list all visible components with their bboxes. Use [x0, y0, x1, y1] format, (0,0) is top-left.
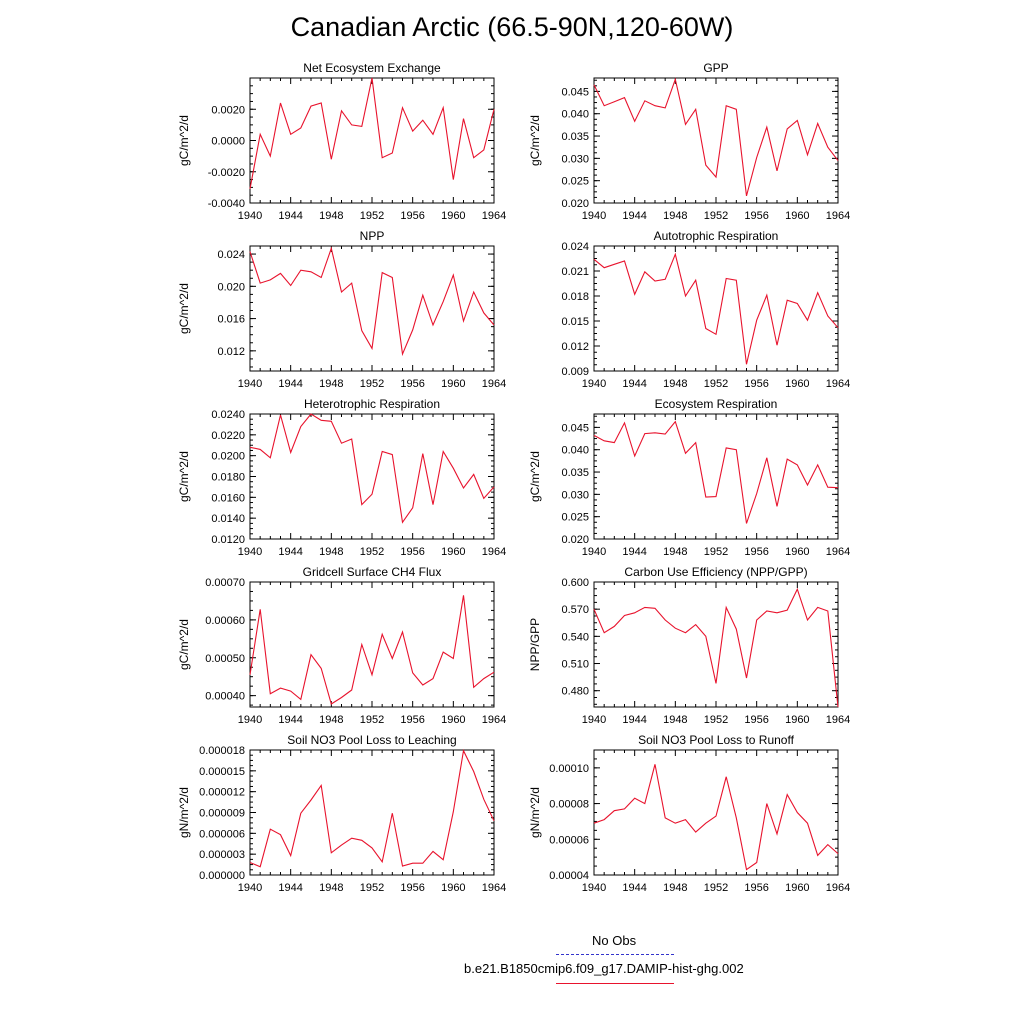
x-tick-label: 1944	[622, 882, 647, 894]
x-tick-label: 1960	[441, 378, 466, 390]
y-tick-label: 0.000006	[199, 828, 245, 841]
y-axis-label: gC/m^2/d	[528, 115, 542, 166]
y-tick-label: 0.000000	[199, 870, 245, 882]
x-tick-label: 1940	[581, 546, 607, 558]
y-tick-label: 0.024	[561, 241, 589, 253]
panel-autotrophic-respiration	[561, 229, 850, 390]
x-tick-label: 1952	[359, 378, 385, 390]
panel-title: Heterotrophic Respiration	[303, 397, 441, 411]
y-tick-label: 0.0000	[211, 135, 245, 148]
x-tick-label: 1960	[785, 714, 810, 726]
x-tick-label: 1948	[319, 378, 344, 390]
x-tick-label: 1964	[825, 882, 851, 894]
y-tick-label: 0.0020	[211, 104, 245, 117]
y-tick-label: 0.035	[561, 131, 589, 144]
y-tick-label: 0.020	[217, 281, 245, 294]
panel-npp	[177, 229, 506, 390]
y-axis-label: gN/m^2/d	[528, 787, 542, 838]
panel-carbon-use-efficiency-npp-gpp	[528, 565, 850, 726]
x-tick-label: 1956	[744, 882, 769, 894]
panel-heterotrophic-respiration	[177, 397, 506, 558]
x-tick-label: 1944	[278, 882, 303, 894]
y-tick-label: 0.0160	[211, 492, 245, 505]
x-tick-label: 1940	[581, 378, 607, 390]
y-tick-label: 0.000003	[199, 849, 245, 862]
series-line	[250, 78, 494, 189]
x-tick-label: 1944	[278, 210, 303, 222]
y-axis-label: gC/m^2/d	[177, 619, 191, 670]
y-tick-label: 0.045	[561, 86, 589, 99]
x-tick-label: 1956	[744, 714, 769, 726]
series-line	[250, 595, 494, 704]
y-tick-label: 0.600	[561, 577, 589, 589]
panel-title: Autotrophic Respiration	[653, 229, 779, 243]
x-tick-label: 1952	[703, 546, 729, 558]
panel-gpp	[528, 61, 850, 222]
y-tick-label: -0.0020	[207, 166, 245, 179]
y-tick-label: 0.021	[561, 266, 589, 278]
series-line	[250, 248, 494, 354]
x-tick-label: 1948	[663, 210, 688, 222]
panel-title: Soil NO3 Pool Loss to Runoff	[638, 733, 794, 747]
plot-frame	[594, 414, 838, 539]
x-tick-label: 1948	[319, 882, 344, 894]
y-tick-label: 0.00050	[205, 652, 245, 665]
y-tick-label: 0.0220	[211, 429, 245, 442]
x-tick-label: 1940	[581, 714, 607, 726]
x-tick-label: 1940	[581, 882, 607, 894]
panel-title: Ecosystem Respiration	[654, 397, 778, 411]
x-tick-label: 1964	[825, 546, 851, 558]
x-tick-label: 1944	[622, 714, 647, 726]
x-tick-label: 1960	[785, 210, 810, 222]
x-tick-label: 1956	[400, 546, 425, 558]
y-tick-label: 0.035	[561, 467, 589, 480]
y-tick-label: 0.00040	[205, 690, 245, 703]
plot-frame	[594, 246, 838, 371]
x-tick-label: 1944	[622, 546, 647, 558]
plot-frame	[594, 750, 838, 875]
y-tick-label: 0.00010	[549, 762, 589, 775]
x-tick-label: 1964	[825, 210, 851, 222]
x-tick-label: 1964	[481, 378, 507, 390]
y-tick-label: 0.025	[561, 175, 589, 188]
series-line	[250, 414, 494, 522]
legend-label-model-run: b.e21.B1850cmip6.f09_g17.DAMIP-hist-ghg.002	[464, 961, 744, 976]
x-tick-label: 1960	[785, 378, 810, 390]
x-tick-label: 1956	[400, 714, 425, 726]
x-tick-label: 1964	[825, 378, 851, 390]
x-tick-label: 1940	[237, 882, 263, 894]
y-tick-label: 0.018	[561, 291, 589, 303]
y-tick-label: 0.025	[561, 511, 589, 524]
y-tick-label: 0.480	[561, 685, 589, 698]
plot-frame	[250, 750, 494, 875]
panel-ecosystem-respiration	[528, 397, 850, 558]
x-tick-label: 1952	[359, 546, 385, 558]
y-tick-label: 0.00060	[205, 614, 245, 627]
panel-gridcell-surface-ch4-flux	[177, 565, 506, 726]
x-tick-label: 1960	[441, 882, 466, 894]
y-tick-label: 0.015	[561, 316, 589, 328]
panel-title: Net Ecosystem Exchange	[303, 61, 441, 75]
x-tick-label: 1940	[581, 210, 607, 222]
y-tick-label: 0.0180	[211, 471, 245, 484]
y-tick-label: 0.0140	[211, 513, 245, 526]
y-tick-label: 0.040	[561, 444, 589, 457]
series-line	[594, 254, 838, 364]
x-tick-label: 1964	[481, 882, 507, 894]
panel-title: Carbon Use Efficiency (NPP/GPP)	[624, 565, 808, 579]
x-tick-label: 1952	[703, 882, 729, 894]
page-title: Canadian Arctic (66.5-90N,120-60W)	[290, 12, 734, 42]
plot-frame	[250, 582, 494, 707]
x-tick-label: 1956	[744, 378, 769, 390]
y-tick-label: 0.570	[561, 604, 589, 617]
y-tick-label: 0.000009	[199, 807, 245, 820]
y-tick-label: 0.000015	[199, 765, 245, 778]
x-tick-label: 1952	[359, 882, 385, 894]
x-tick-label: 1956	[400, 882, 425, 894]
x-tick-label: 1960	[441, 210, 466, 222]
y-tick-label: 0.024	[217, 249, 245, 262]
x-tick-label: 1940	[237, 546, 263, 558]
series-line	[250, 751, 494, 867]
y-axis-label: NPP/GPP	[528, 617, 542, 672]
x-tick-label: 1956	[744, 546, 769, 558]
y-axis-label: gC/m^2/d	[177, 115, 191, 166]
plot-frame	[250, 78, 494, 203]
panel-title: Gridcell Surface CH4 Flux	[302, 565, 442, 579]
x-tick-label: 1960	[785, 546, 810, 558]
x-tick-label: 1944	[278, 714, 303, 726]
x-tick-label: 1940	[237, 378, 263, 390]
y-tick-label: 0.510	[561, 658, 589, 671]
y-axis-label: gC/m^2/d	[177, 451, 191, 502]
y-axis-label: gN/m^2/d	[177, 787, 191, 838]
x-tick-label: 1944	[622, 210, 647, 222]
series-line	[594, 79, 838, 196]
series-line	[594, 764, 838, 869]
y-tick-label: 0.000018	[199, 745, 245, 757]
x-tick-label: 1940	[237, 714, 263, 726]
y-tick-label: 0.020	[561, 198, 589, 210]
x-tick-label: 1956	[744, 210, 769, 222]
x-tick-label: 1948	[319, 210, 344, 222]
y-tick-label: 0.00008	[549, 798, 589, 811]
panel-title: GPP	[703, 61, 729, 75]
y-tick-label: 0.540	[561, 631, 589, 644]
y-tick-label: 0.0120	[211, 534, 245, 546]
x-tick-label: 1964	[481, 714, 507, 726]
y-tick-label: 0.0200	[211, 450, 245, 463]
x-tick-label: 1956	[400, 378, 425, 390]
series-line	[594, 589, 838, 707]
y-axis-label: gC/m^2/d	[177, 283, 191, 334]
panel-soil-no3-pool-loss-to-leaching	[177, 733, 506, 894]
y-tick-label: -0.0040	[207, 198, 245, 210]
x-tick-label: 1964	[481, 546, 507, 558]
y-tick-label: 0.016	[217, 313, 245, 326]
series-line	[594, 422, 838, 524]
y-tick-label: 0.012	[561, 341, 589, 353]
y-tick-label: 0.020	[561, 534, 589, 546]
y-tick-label: 0.030	[561, 489, 589, 502]
plot-frame	[250, 246, 494, 371]
y-tick-label: 0.045	[561, 422, 589, 435]
x-tick-label: 1960	[441, 714, 466, 726]
x-tick-label: 1948	[319, 546, 344, 558]
panel-net-ecosystem-exchange	[177, 61, 506, 222]
x-tick-label: 1944	[622, 378, 647, 390]
panel-title: NPP	[359, 229, 385, 243]
y-tick-label: 0.030	[561, 153, 589, 166]
panel-title: Soil NO3 Pool Loss to Leaching	[287, 733, 457, 747]
x-tick-label: 1956	[400, 210, 425, 222]
x-tick-label: 1960	[785, 882, 810, 894]
x-tick-label: 1940	[237, 210, 263, 222]
x-tick-label: 1952	[703, 378, 729, 390]
x-tick-label: 1948	[319, 714, 344, 726]
y-tick-label: 0.00006	[549, 834, 589, 847]
y-tick-label: 0.012	[217, 345, 245, 358]
x-tick-label: 1948	[663, 882, 688, 894]
y-tick-label: 0.040	[561, 108, 589, 121]
y-tick-label: 0.0240	[211, 409, 245, 421]
y-tick-label: 0.009	[561, 366, 589, 378]
x-tick-label: 1948	[663, 714, 688, 726]
y-tick-label: 0.000012	[199, 786, 245, 799]
x-tick-label: 1952	[703, 714, 729, 726]
y-tick-label: 0.00070	[205, 577, 245, 589]
x-tick-label: 1952	[359, 714, 385, 726]
x-tick-label: 1964	[481, 210, 507, 222]
y-axis-label: gC/m^2/d	[528, 451, 542, 502]
plot-frame	[594, 78, 838, 203]
x-tick-label: 1948	[663, 378, 688, 390]
panel-soil-no3-pool-loss-to-runoff	[528, 733, 850, 894]
x-tick-label: 1944	[278, 378, 303, 390]
x-tick-label: 1944	[278, 546, 303, 558]
x-tick-label: 1948	[663, 546, 688, 558]
x-tick-label: 1952	[703, 210, 729, 222]
x-tick-label: 1964	[825, 714, 851, 726]
legend-label-no-obs: No Obs	[592, 933, 637, 948]
x-tick-label: 1952	[359, 210, 385, 222]
x-tick-label: 1960	[441, 546, 466, 558]
y-tick-label: 0.00004	[549, 870, 589, 882]
